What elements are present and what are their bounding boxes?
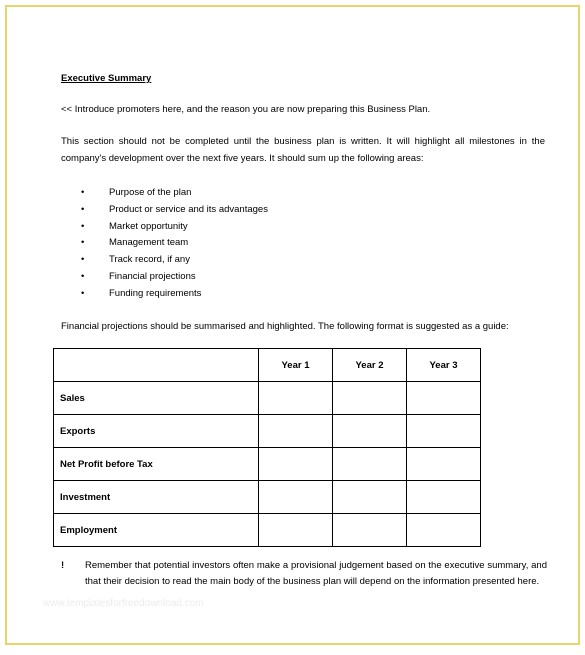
table-cell <box>259 448 333 481</box>
bullet-icon: • <box>81 187 85 198</box>
table-header-year-3: Year 3 <box>407 349 481 382</box>
list-item: • Management team <box>81 235 268 252</box>
bullet-icon: • <box>81 203 85 215</box>
note-text: Remember that potential investors often make a provisional judgement based on the executive summary, and that their decision to read the main body of the business plan will depend on the information presented here. <box>85 560 547 587</box>
list-item: • Market opportunity <box>81 219 268 236</box>
bullet-icon: • <box>81 270 85 282</box>
table-cell <box>333 448 407 481</box>
list-item: • Product or service and its advantages <box>81 202 268 219</box>
financial-paragraph: Financial projections should be summarised and highlighted. The following format is suggested as a guide: <box>61 321 509 332</box>
table-row <box>54 481 481 514</box>
section-heading: Executive Summary <box>61 73 152 84</box>
table-header-row <box>54 349 481 382</box>
bullet-icon: • <box>81 287 85 299</box>
table-row <box>54 382 481 415</box>
table-cell <box>259 415 333 448</box>
row-label-investment: Investment <box>54 481 259 514</box>
list-item: • Purpose of the plan <box>81 185 268 202</box>
table-row <box>54 514 481 547</box>
bullet-list <box>81 185 268 303</box>
bullet-icon: • <box>81 220 85 232</box>
row-label-sales: Sales <box>54 382 259 415</box>
table-cell <box>259 514 333 547</box>
bullet-icon: • <box>81 237 85 249</box>
exclamation-icon: ! <box>61 560 65 571</box>
table-cell <box>407 415 481 448</box>
list-item: • Financial projections <box>81 269 268 286</box>
table-cell <box>259 382 333 415</box>
intro-paragraph: << Introduce promoters here, and the reason you are now preparing this Business Plan. <box>61 104 431 115</box>
table-header-blank <box>54 349 259 382</box>
watermark: www.templatesforfreedownload.com <box>43 598 204 609</box>
section-description: This section should not be completed until the business plan is written. It will highlight all milestones in the company's development over the next five years. It should sum up the following areas: <box>61 136 545 164</box>
table-header-year-2: Year 2 <box>333 349 407 382</box>
table-header-year-1: Year 1 <box>259 349 333 382</box>
row-label-employment: Employment <box>54 514 259 547</box>
list-item: • Track record, if any <box>81 252 268 269</box>
table-cell <box>407 481 481 514</box>
row-label-exports: Exports <box>54 415 259 448</box>
table-cell <box>333 382 407 415</box>
investor-note <box>61 558 547 590</box>
table-cell <box>333 415 407 448</box>
table-row <box>54 415 481 448</box>
table-cell <box>259 481 333 514</box>
document-page <box>5 5 580 645</box>
financial-table <box>53 348 481 547</box>
bullet-icon: • <box>81 254 85 266</box>
table-row <box>54 448 481 481</box>
list-item: • Funding requirements <box>81 286 268 303</box>
row-label-net-profit: Net Profit before Tax <box>54 448 259 481</box>
table-cell <box>407 448 481 481</box>
table-cell <box>333 481 407 514</box>
table-cell <box>407 514 481 547</box>
table-cell <box>407 382 481 415</box>
table-cell <box>333 514 407 547</box>
